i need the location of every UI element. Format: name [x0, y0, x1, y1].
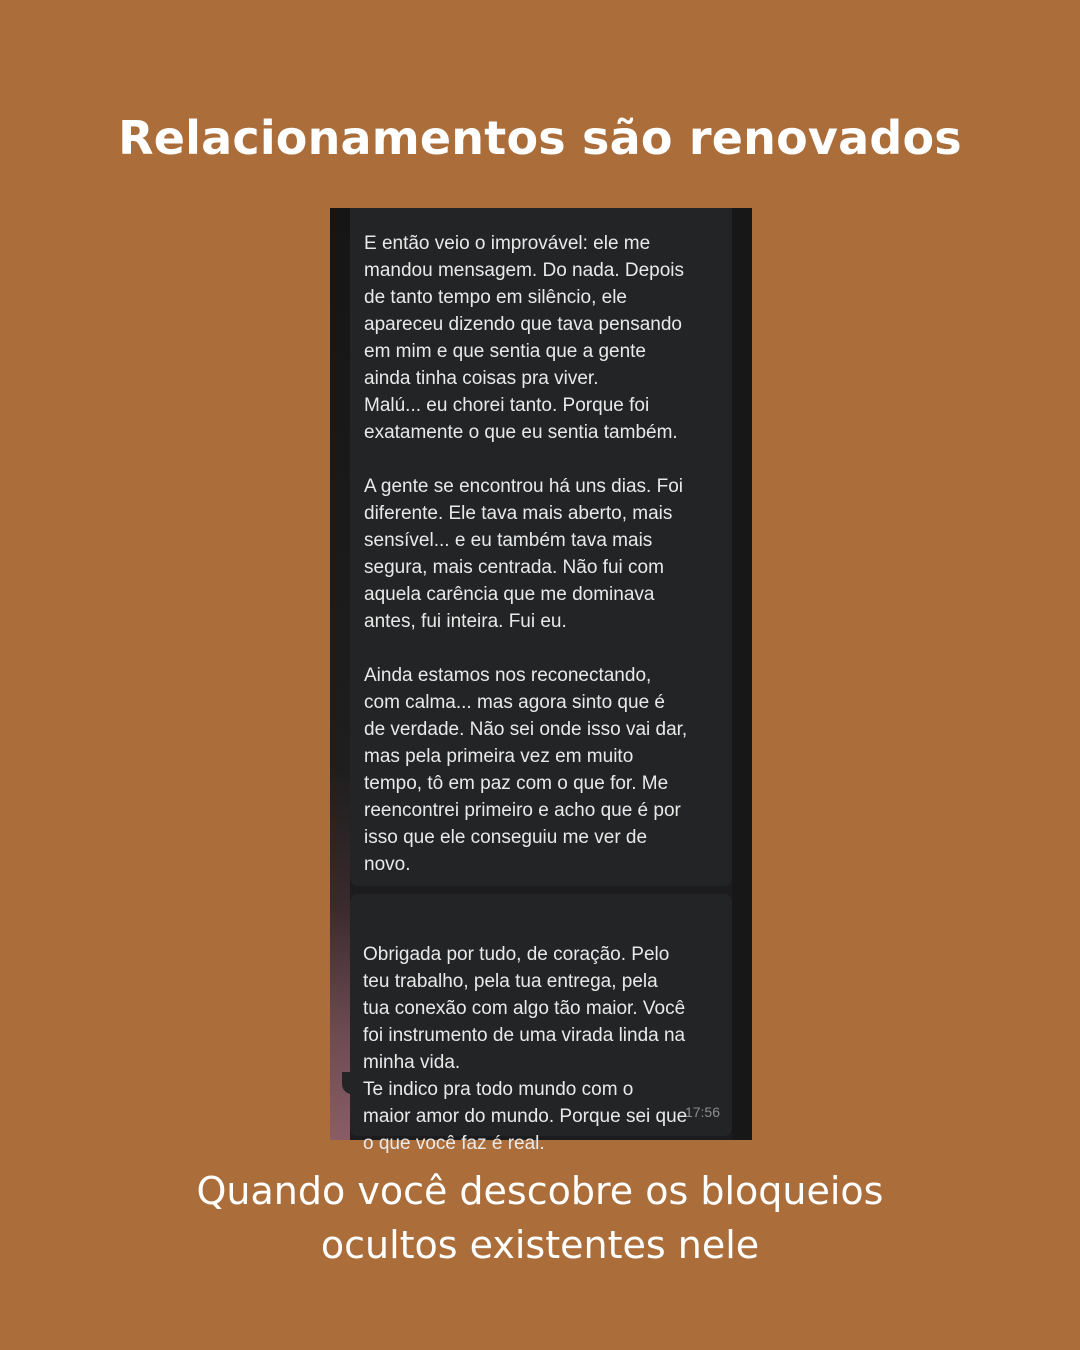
chat-edge-right [732, 208, 752, 1140]
chat-message-1: E então veio o improvável: ele me mandou mensagem. Do nada. Depois de tanto tempo em silêncio, ele apareceu dizendo que tava pensando em mim e que sentia que a gente ainda tinha coisas pra viver. Malú... eu chorei tanto. Porque foi exatamente o que eu sentia também. A gente se encontrou há uns dias. Foi diferente. Ele tava mais aberto, mais sensível... e eu também tava mais segura, mais centrada. Não fui com aquela carência que me dominava antes, fui inteira. Fui eu. Ainda estamos nos reconectando, com calma... mas agora sinto que é de verdade. Não sei onde isso vai dar, mas pela primeira vez em muito tempo, tô em paz com o que for. Me reencontrei primeiro e acho que é por isso que ele conseguiu me ver de novo. [350, 208, 732, 886]
headline: Relacionamentos são renovados [118, 111, 962, 165]
chat-message-2-text: Obrigada por tudo, de coração. Pelo teu trabalho, pela tua entrega, pela tua conexão com algo tão maior. Você foi instrumento de uma virada linda na minha vida. Te indico pra todo mundo com o maior amor do mundo. Porque sei que o que você faz é real. [363, 944, 688, 1154]
caption-line-2: ocultos existentes nele [320, 1223, 760, 1267]
caption-line-1: Quando você descobre os bloqueios [196, 1169, 884, 1213]
caption [0, 1164, 1080, 1272]
message-timestamp: 17:56 [684, 1104, 720, 1120]
chat-edge-left [330, 208, 350, 1140]
chat-message-2 [350, 894, 732, 1154]
chat-screenshot [330, 208, 752, 1154]
